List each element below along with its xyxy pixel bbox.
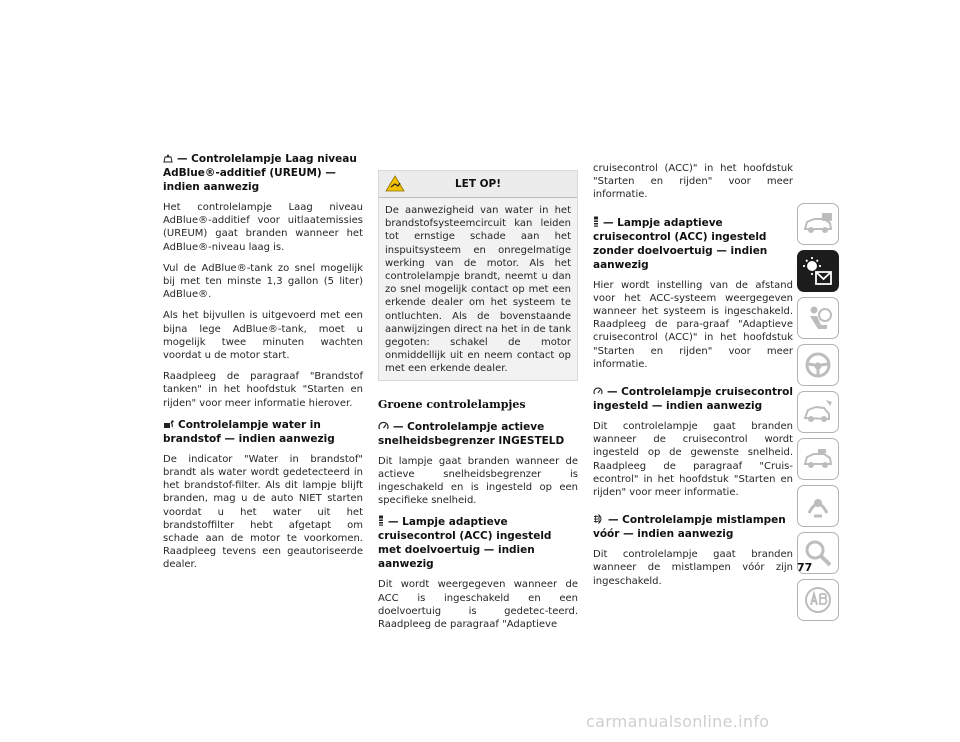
- paragraph: Dit controlelampje gaat branden wanneer de cruisecontrol wordt ingesteld op de gewenste snelheid. Raadpleeg de paragraaf "Cruis-econtrol" in het hoofdstuk "Starten en rijden" voor meer informatie.: [593, 421, 793, 499]
- paragraph: Dit lampje gaat branden wanneer de actieve snelheidsbegrenzer is ingeschakeld en is ingesteld op een specifieke snelheid.: [378, 455, 578, 507]
- paragraph: cruisecontrol (ACC)" in het hoofdstuk "Starten en rijden" voor meer informatie.: [593, 163, 793, 201]
- tab-driving[interactable]: [797, 344, 839, 386]
- paragraph: Raadpleeg de paragraaf "Brandstof tanken" in het hoofdstuk "Starten en rijden" voor meer informatie hierover.: [163, 371, 363, 409]
- tab-maintenance[interactable]: [797, 438, 839, 480]
- notice-title: LET OP!: [454, 178, 502, 190]
- tab-multimedia[interactable]: [797, 485, 839, 527]
- warning-notice: [378, 170, 578, 381]
- tab-emergency[interactable]: [797, 391, 839, 433]
- warning-light-icon: [802, 256, 834, 286]
- column-right: [593, 162, 793, 596]
- tab-vehicle-info[interactable]: [797, 203, 839, 245]
- watermark: carmanualsonline.info: [586, 712, 770, 731]
- heading-acc-with-target: — Lampje adaptieve cruisecontrol (ACC) ingesteld met doelvoertuig — indien aanwezig: [378, 516, 552, 571]
- paragraph: De indicator "Water in brandstof" brandt als water wordt gedetecteerd in het brandstof-filter. Als dit lampje blijft branden, mag u de auto NIET starten voordat u het water uit het brandstoffilter hebt afgetapt om schade aan de motor te voorkomen. Raadpleeg tevens een geautoriseerde dealer.: [163, 453, 363, 571]
- multimedia-icon: [803, 491, 833, 521]
- heading-acc-no-target: — Lampje adaptieve cruisecontrol (ACC) ingesteld zonder doelvoertuig — indien aanwezig: [593, 216, 768, 271]
- page-number: 77: [797, 561, 813, 574]
- column-left: [163, 152, 363, 580]
- adblue-level-icon: [163, 153, 173, 163]
- notice-text: De aanwezigheid van water in het brandstofsysteemcircuit kan leiden tot ernstige schade aan het inspuitsysteem en onregelmatige werking van de motor. Als het controlelampje brandt, neemt u dan zo snel mogelijk contact op met een erkende dealer om het systeem te ontluchten. Als de bovenstaande aanwijzingen direct na het in de tank gegoten: schakel de motor onmiddellijk uit en neem contact op met een erkende dealer.: [385, 205, 571, 375]
- index-letters-icon: [802, 585, 834, 615]
- water-in-fuel-icon: [163, 420, 174, 429]
- heading-water-in-fuel: Controlelampje water in brandstof — indien aanwezig: [163, 418, 335, 445]
- paragraph: Het controlelampje Laag niveau AdBlue®-additief voor uitlaatemissies (UREUM) gaat branden wanneer het AdBlue®-niveau laag is.: [163, 202, 363, 253]
- heading-cruise-control: — Controlelampje cruisecontrol ingesteld — indien aanwezig: [593, 386, 793, 413]
- car-info-icon: [802, 211, 834, 237]
- acc-target-icon: [378, 515, 384, 526]
- heading-speed-limiter: — Controlelampje actieve snelheidsbegrenzer INGESTELD: [378, 420, 565, 447]
- airbag-icon: [803, 303, 833, 333]
- heading-front-fog: — Controlelampje mistlampen vóór — indien aanwezig: [593, 514, 786, 541]
- paragraph: Hier wordt instelling van de afstand voor het ACC-systeem weergegeven wanneer het systeem is ingeschakeld. Raadpleeg de para-graaf "Adaptieve cruisecontrol (ACC)" in het hoofdstuk "Starten en rijden" voor meer informatie.: [593, 279, 793, 370]
- crash-car-icon: [802, 398, 834, 426]
- front-fog-lamp-icon: [593, 514, 604, 524]
- speed-limiter-icon: [378, 421, 389, 431]
- column-middle: [378, 170, 578, 639]
- heading-ureum: — Controlelampje Laag niveau AdBlue®-additief (UREUM) — indien aanwezig: [163, 153, 357, 193]
- tab-safety[interactable]: [797, 297, 839, 339]
- tab-dashboard-warnings[interactable]: [797, 250, 839, 292]
- car-service-icon: [802, 446, 834, 472]
- notice-header: [379, 171, 577, 198]
- steering-wheel-icon: [803, 350, 833, 380]
- paragraph: Dit wordt weergegeven wanneer de ACC is ingeschakeld en een doelvoertuig is gedetec-teerd. Raadpleeg de paragraaf "Adaptieve: [378, 579, 578, 631]
- paragraph: Dit controlelampje gaat branden wanneer de mistlampen vóór zijn ingeschakeld.: [593, 549, 793, 587]
- paragraph: Vul de AdBlue®-tank zo snel mogelijk bij met ten minste 1,3 gallon (5 liter) AdBlue®.: [163, 262, 363, 301]
- acc-no-target-icon: [593, 216, 599, 227]
- section-title: Groene controlelampjes: [378, 397, 526, 411]
- cruise-control-icon: [593, 386, 603, 396]
- notice-body: [379, 198, 577, 380]
- tab-index[interactable]: [797, 579, 839, 621]
- paragraph: Als het bijvullen is uitgevoerd met een bijna lege AdBlue®-tank, moet u mogelijk twee minuten wachten voordat u de motor start.: [163, 310, 363, 362]
